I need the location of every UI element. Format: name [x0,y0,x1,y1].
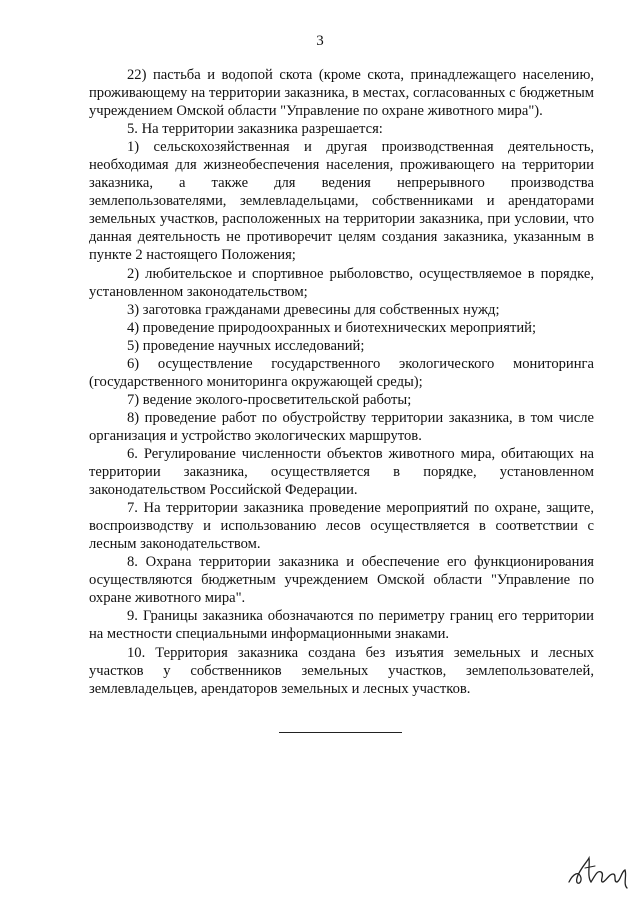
paragraph-section-6: 6. Регулирование численности объектов животного мира, обитающих на территории заказника, осуществляется в порядке, установленном законодательством Российской Федерации. [89,445,594,499]
paragraph-item-1: 1) сельскохозяйственная и другая производственная деятельность, необходимая для жизнеобеспечения населения, проживающего на территории заказника, а также для ведения непрерывного производства землепользователями, землевладельцами, собственниками и арендаторами земельных участков, расположенных на территории заказника, при условии, что данная деятельность не противоречит целям создания заказника, указанным в пункте 2 настоящего Положения; [89,139,594,264]
paragraph-item-7: 7) ведение эколого-просветительской работы; [127,391,412,408]
paragraph-section-9: 9. Границы заказника обозначаются по периметру границ его территории на местности специальными информационными знаками. [89,608,594,643]
paragraph-item-3: 3) заготовка гражданами древесины для собственных нужд; [127,301,500,318]
paragraph-section-5: 5. На территории заказника разрешается: [127,121,383,138]
signature-mark [565,852,631,892]
paragraph-item-22: 22) пастьба и водопой скота (кроме скота, принадлежащего населению, проживающему на территории заказника, в местах, согласованных с бюджетным учреждением Омской области "Управление по охране животного мира"). [89,67,594,120]
paragraph-item-4: 4) проведение природоохранных и биотехнических мероприятий; [127,319,537,336]
paragraph-section-8: 8. Охрана территории заказника и обеспечение его функционирования осуществляются бюджетным учреждением Омской области "Управление по охране животного мира". [89,554,594,607]
paragraph-section-10: 10. Территория заказника создана без изъятия земельных и лесных участков у собственников земельных участков, землепользователей, землевладельцев, арендаторов земельных и лесных участков. [89,644,594,697]
closing-divider [279,732,402,733]
paragraph-item-2: 2) любительское и спортивное рыболовство, осуществляемое в порядке, установленном законодательством; [89,265,594,300]
document-body [89,66,594,698]
paragraph-item-8: 8) проведение работ по обустройству территории заказника, в том числе организация и устройство экологических маршрутов. [89,409,594,444]
paragraph-item-6: 6) осуществление государственного экологического мониторинга (государственного мониторинга окружающей среды); [89,355,594,390]
paragraph-item-5: 5) проведение научных исследований; [127,337,365,354]
paragraph-section-7: 7. На территории заказника проведение мероприятий по охране, защите, воспроизводству и использованию лесов осуществляется в соответствии с лесным законодательством. [89,500,594,553]
page-number: 3 [316,33,324,49]
